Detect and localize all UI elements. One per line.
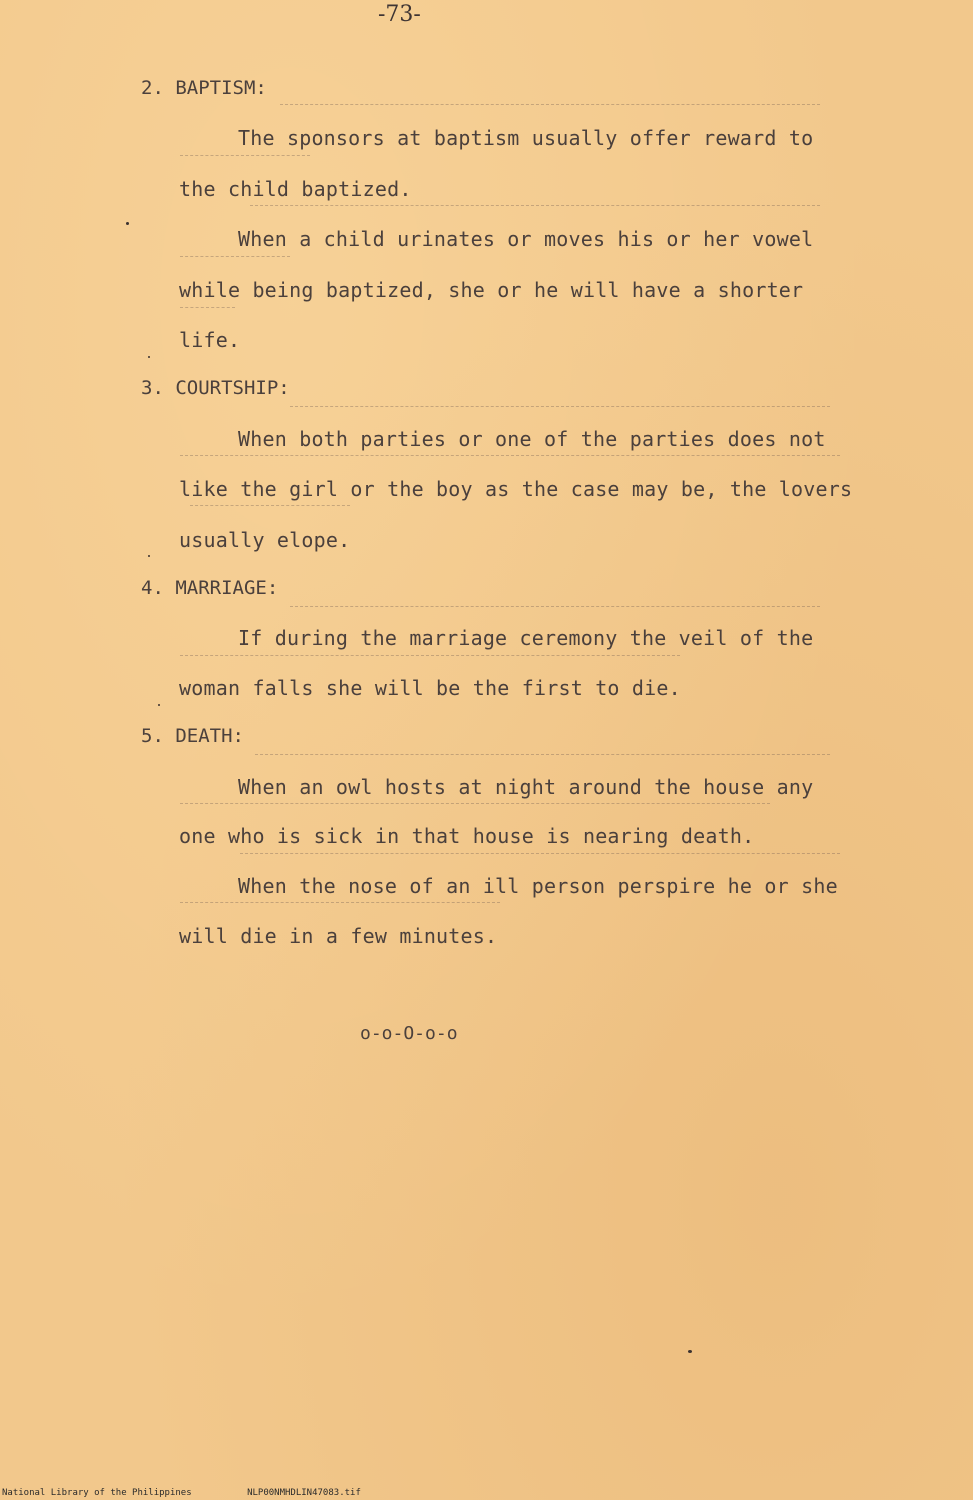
ink-speck xyxy=(148,356,150,358)
guide-line xyxy=(255,754,830,755)
guide-line xyxy=(240,853,840,854)
section-heading-courtship: 3. COURTSHIP: xyxy=(141,377,290,399)
guide-line xyxy=(180,455,840,456)
baptism-p2-line3: life. xyxy=(179,328,241,352)
section-heading-baptism: 2. BAPTISM: xyxy=(141,77,267,99)
footer xyxy=(2,1488,411,1498)
section-heading-death: 5. DEATH: xyxy=(141,725,244,747)
ink-speck xyxy=(148,555,150,557)
ink-speck xyxy=(158,704,160,706)
guide-line xyxy=(280,104,820,105)
guide-line xyxy=(180,902,500,903)
guide-line xyxy=(290,606,820,607)
courtship-p1-line1: When both parties or one of the parties does not xyxy=(238,427,826,451)
guide-line xyxy=(250,205,820,206)
guide-line xyxy=(190,505,350,506)
guide-line xyxy=(180,803,770,804)
baptism-p1-line2: the child baptized. xyxy=(179,177,412,201)
death-p1-line1: When an owl hosts at night around the house any xyxy=(238,775,814,799)
section-divider: o-o-O-o-o xyxy=(360,1023,458,1044)
ink-speck xyxy=(688,1350,692,1353)
guide-line xyxy=(180,256,290,257)
marriage-p1-line2: woman falls she will be the first to die. xyxy=(179,676,681,700)
section-heading-marriage: 4. MARRIAGE: xyxy=(141,577,279,599)
marriage-p1-line1: If during the marriage ceremony the veil of the xyxy=(238,626,814,650)
baptism-p2-line1: When a child urinates or moves his or her vowel xyxy=(238,227,814,251)
death-p1-line2: one who is sick in that house is nearing death. xyxy=(179,824,755,848)
death-p2-line2: will die in a few minutes. xyxy=(179,924,498,948)
guide-line xyxy=(290,406,830,407)
footer-library: National Library of the Philippines xyxy=(2,1488,192,1498)
courtship-p1-line3: usually elope. xyxy=(179,528,351,552)
baptism-p1-line1: The sponsors at baptism usually offer reward to xyxy=(238,126,814,150)
page-number: -73- xyxy=(378,2,421,27)
guide-line xyxy=(180,655,680,656)
guide-line xyxy=(180,307,235,308)
baptism-p2-line2: while being baptized, she or he will have a shorter xyxy=(179,278,804,302)
courtship-p1-line2: like the girl or the boy as the case may be, the lovers xyxy=(179,477,853,501)
death-p2-line1: When the nose of an ill person perspire he or she xyxy=(238,874,838,898)
footer-file: NLP00NMHDLIN47083.tif xyxy=(247,1488,361,1498)
ink-speck xyxy=(126,222,129,225)
guide-line xyxy=(180,155,310,156)
